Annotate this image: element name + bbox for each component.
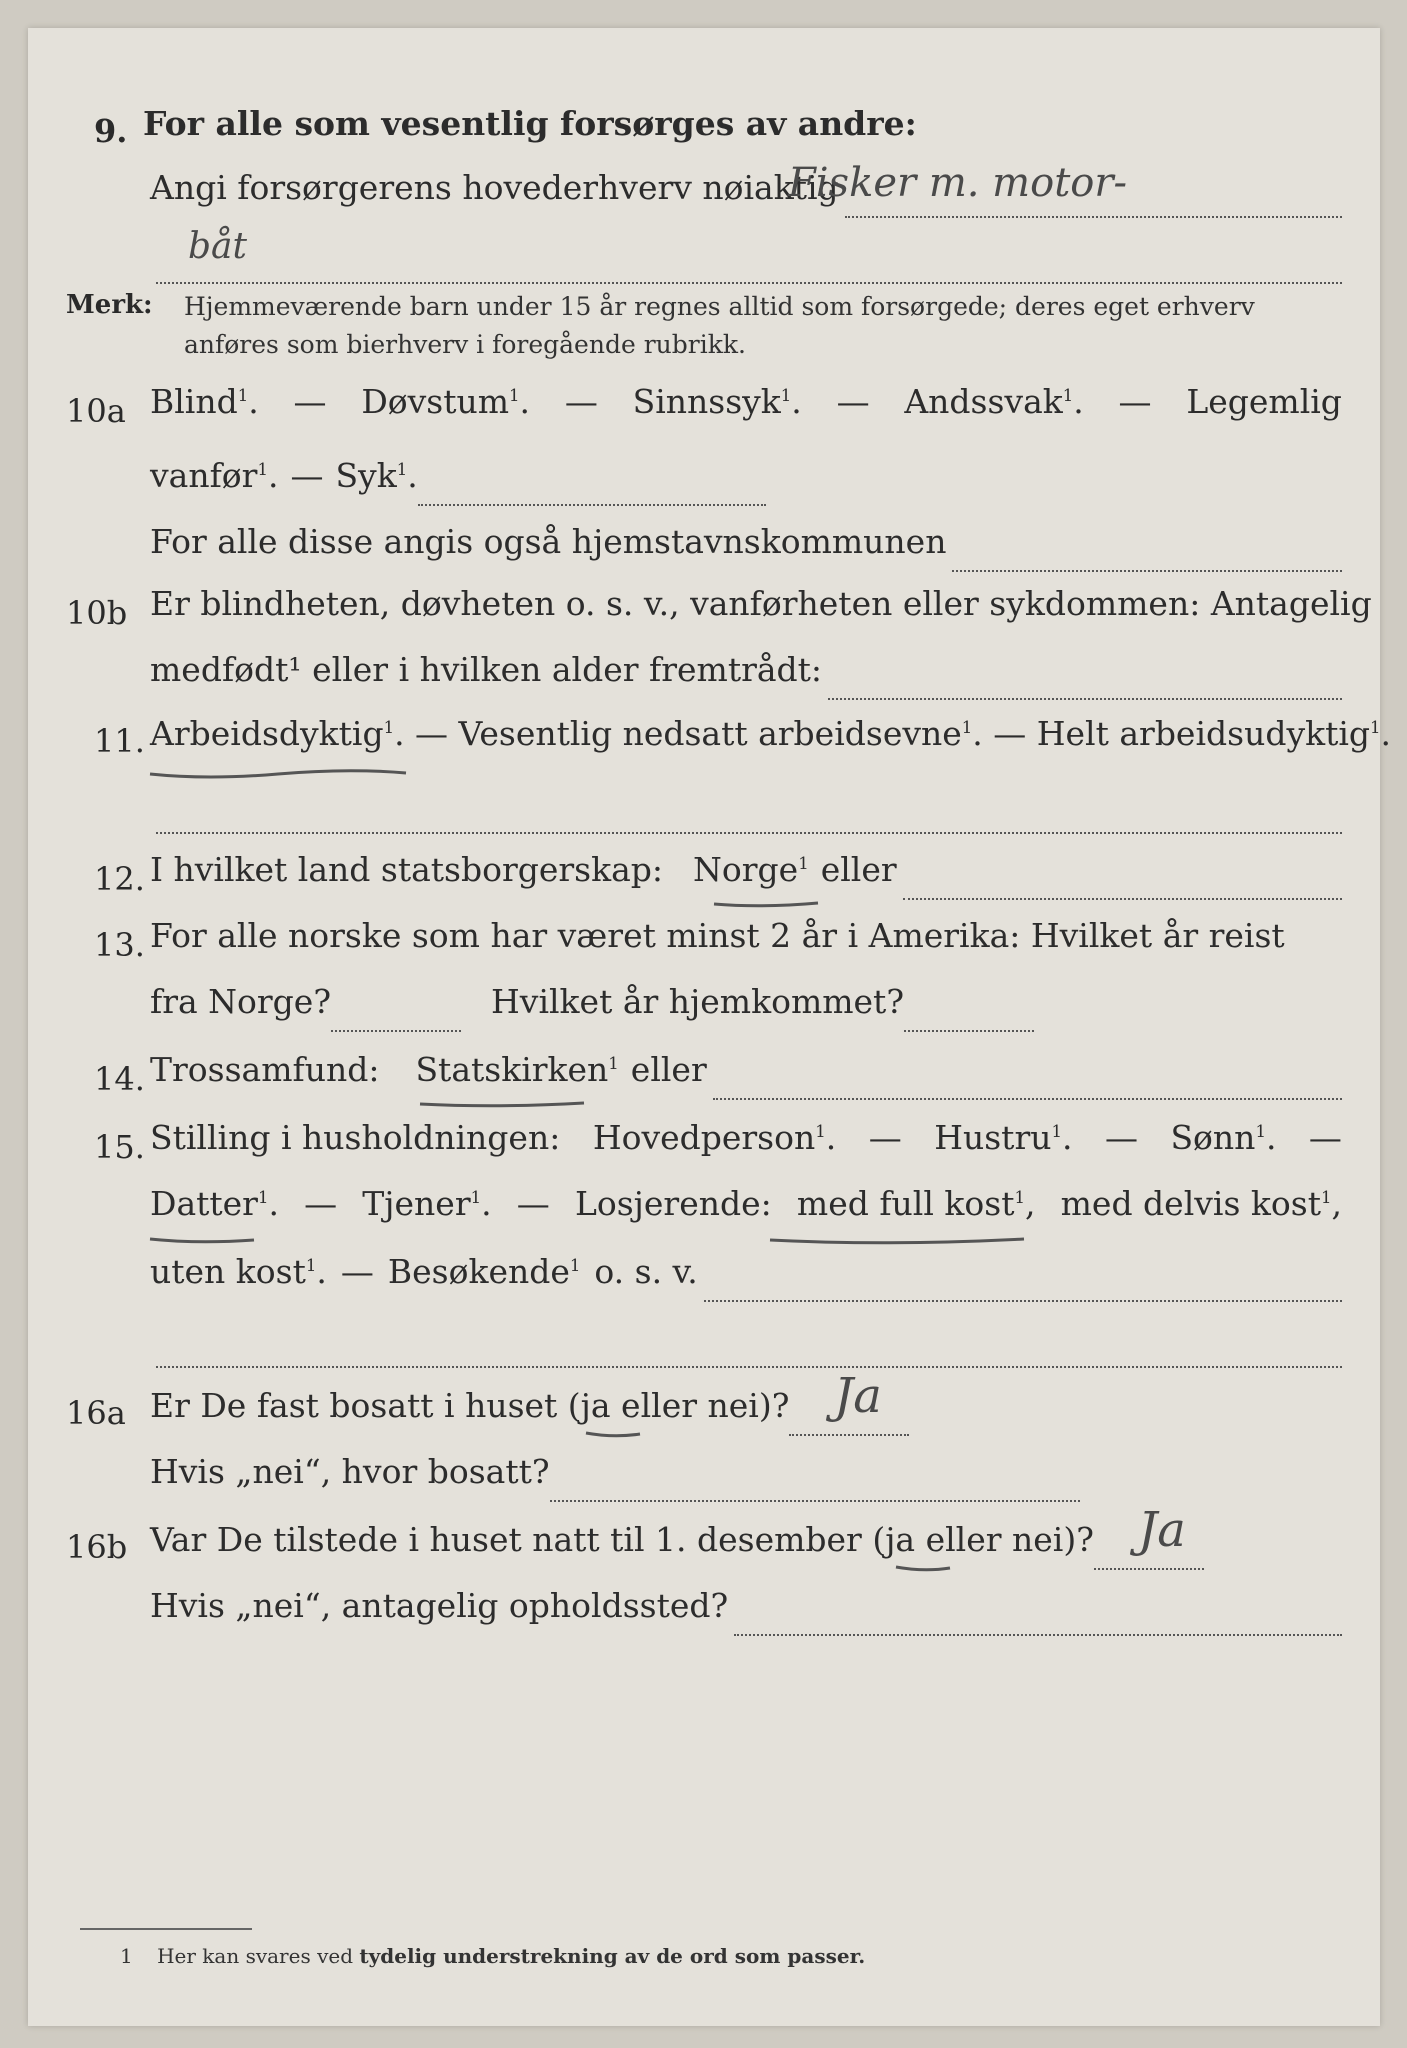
q10b-line1: Er blindheten, døvheten o. s. v., vanførheten eller sykdommen: Antagelig	[150, 584, 1372, 623]
q16a-underline-mark	[584, 1428, 644, 1438]
q16b-opholdssted-answer-line[interactable]	[734, 1634, 1342, 1636]
q14-line: Trossamfund: Statskirken$^1$ eller	[150, 1050, 1342, 1110]
q15-number: 15.	[94, 1128, 145, 1166]
q10a-kommune-answer-line[interactable]	[952, 570, 1342, 572]
q15-line2: Datter$^1$. — Tjener$^1$. — Losjerende: med full kost$^1$, med delvis kost$^1$,	[150, 1184, 1342, 1223]
q9-answer-line[interactable]	[845, 216, 1342, 218]
q16b-handwritten-answer: Ja	[1138, 1502, 1186, 1558]
q10a-andssvak[interactable]: Andssvak$^1$.	[904, 382, 1084, 421]
q13-reist-answer-line[interactable]	[331, 1030, 461, 1032]
q16b-answer-line[interactable]	[1094, 1568, 1204, 1570]
q14-underline-mark	[418, 1098, 588, 1108]
q14-number: 14.	[94, 1060, 145, 1098]
q16b-number: 16b	[66, 1528, 128, 1566]
q9-number: 9.	[94, 112, 128, 150]
q12-underline-mark	[712, 898, 822, 908]
q15-delvis-kost[interactable]: med delvis kost$^1$,	[1060, 1184, 1342, 1223]
q15-hustru[interactable]: Hustru$^1$.	[934, 1118, 1073, 1157]
q10a-syk-answer-line[interactable]	[418, 504, 766, 506]
q11-nedsatt[interactable]: . — Vesentlig nedsatt arbeidsevne$^1$	[394, 714, 973, 753]
census-form-page	[28, 28, 1392, 2026]
q16a-bosatt-answer-line[interactable]	[550, 1500, 1080, 1502]
q16b-line1: Var De tilstede i huset natt til 1. desember (ja eller nei)?	[150, 1520, 1204, 1580]
q16a-line1: Er De fast bosatt i huset (ja eller nei)?	[150, 1386, 909, 1446]
q10a-dovstum[interactable]: Døvstum$^1$.	[361, 382, 531, 421]
q10a-blind[interactable]: Blind$^1$.	[150, 382, 259, 421]
q11-underline-mark	[148, 766, 408, 776]
q9-handwritten-answer-1: Fisker m. motor-	[788, 160, 1127, 206]
q16a-handwritten-answer: Ja	[834, 1368, 882, 1424]
q16b-line2: Hvis „nei“, antagelig opholdssted?	[150, 1586, 1342, 1646]
q11-udyktig[interactable]: . — Helt arbeidsudyktig$^1$.	[972, 714, 1392, 753]
q15-tjener[interactable]: Tjener$^1$.	[362, 1184, 492, 1223]
q9-line2: Angi forsørgerens hovederhverv nøiaktig	[150, 168, 1342, 228]
footnote: 1 Her kan svares ved tydelig understrekning av de ord som passer.	[120, 1944, 866, 1968]
q10a-sinnssyk[interactable]: Sinnssyk$^1$.	[632, 382, 802, 421]
q13-hjemkommet-answer-line[interactable]	[904, 1030, 1034, 1032]
q13-line1: For alle norske som har været minst 2 år i Amerika: Hvilket år reist	[150, 916, 1285, 955]
q12-answer-line[interactable]	[903, 898, 1342, 900]
q9-line3	[150, 234, 1342, 294]
q15-sonn[interactable]: Sønn$^1$.	[1170, 1118, 1277, 1157]
q10a-syk[interactable]: Syk$^1$.	[335, 456, 418, 495]
q15-line4	[150, 1318, 1342, 1378]
q15-answer-line-2[interactable]	[156, 1366, 1342, 1368]
q9-handwritten-answer-2: båt	[188, 226, 247, 267]
q16b-underline-mark	[894, 1562, 954, 1572]
q10b-number: 10b	[66, 594, 128, 632]
q16a-answer-line[interactable]	[789, 1434, 909, 1436]
q15-hovedperson[interactable]: Hovedperson$^1$.	[592, 1118, 837, 1157]
q13-line2: fra Norge? Hvilket år hjemkommet?	[150, 982, 1034, 1042]
q16a-number: 16a	[66, 1394, 126, 1432]
q15-full-kost[interactable]: med full kost$^1$,	[796, 1184, 1036, 1223]
merk-label: Merk:	[66, 290, 153, 320]
q10a-vanfor[interactable]: vanfør$^1$.	[150, 456, 279, 495]
q12-number: 12.	[94, 860, 145, 898]
q10b-answer-line[interactable]	[828, 698, 1342, 700]
q14-statskirken[interactable]: Statskirken$^1$	[415, 1050, 619, 1089]
q9-line1: For alle som vesentlig forsørges av andre:	[143, 104, 917, 143]
q11-number: 11.	[94, 722, 145, 760]
q10b-line2: medfødt¹ eller i hvilken alder fremtrådt:	[150, 650, 1342, 710]
q10a-legemlig[interactable]: Legemlig	[1186, 382, 1342, 421]
footnote-rule	[80, 1928, 252, 1930]
q15-full-kost-underline-mark	[768, 1234, 1028, 1244]
q13-number: 13.	[94, 926, 145, 964]
q11-answer-line[interactable]	[156, 832, 1342, 834]
q11-arbeidsdyktig[interactable]: Arbeidsdyktig$^1$	[150, 714, 395, 753]
q11-line2	[150, 784, 1342, 844]
q10a-line1: Blind$^1$. — Døvstum$^1$. — Sinnssyk$^1$. — Andssvak$^1$. — Legemlig	[150, 382, 1342, 421]
q15-uten-kost[interactable]: uten kost$^1$.	[150, 1252, 327, 1291]
q10a-line2: vanfør$^1$. — Syk$^1$.	[150, 456, 766, 516]
q10a-number: 10a	[66, 392, 126, 430]
q15-datter-underline-mark	[148, 1234, 258, 1244]
q14-answer-line[interactable]	[713, 1098, 1342, 1100]
q12-line: I hvilket land statsborgerskap: Norge$^1$ eller	[150, 850, 1342, 910]
merk-line1: Hjemmeværende barn under 15 år regnes alltid som forsørgede; deres eget erhverv	[184, 292, 1255, 321]
q15-answer-line[interactable]	[704, 1300, 1342, 1302]
q15-datter[interactable]: Datter$^1$.	[150, 1184, 279, 1223]
q9-answer-line-2[interactable]	[156, 282, 1342, 284]
q11-line1	[150, 714, 1392, 774]
q15-besokende[interactable]: Besøkende$^1$	[387, 1252, 581, 1291]
q15-line1: Stilling i husholdningen: Hovedperson$^1$. — Hustru$^1$. — Sønn$^1$. —	[150, 1118, 1342, 1157]
q15-line3: uten kost$^1$. — Besøkende$^1$ o. s. v.	[150, 1252, 1342, 1312]
merk-line2: anføres som bierhverv i foregående rubrikk.	[184, 330, 746, 359]
q16a-line2: Hvis „nei“, hvor bosatt?	[150, 1452, 1080, 1512]
q12-norge[interactable]: Norge$^1$	[693, 850, 809, 889]
q10a-line3: For alle disse angis også hjemstavnskommunen	[150, 522, 1342, 582]
